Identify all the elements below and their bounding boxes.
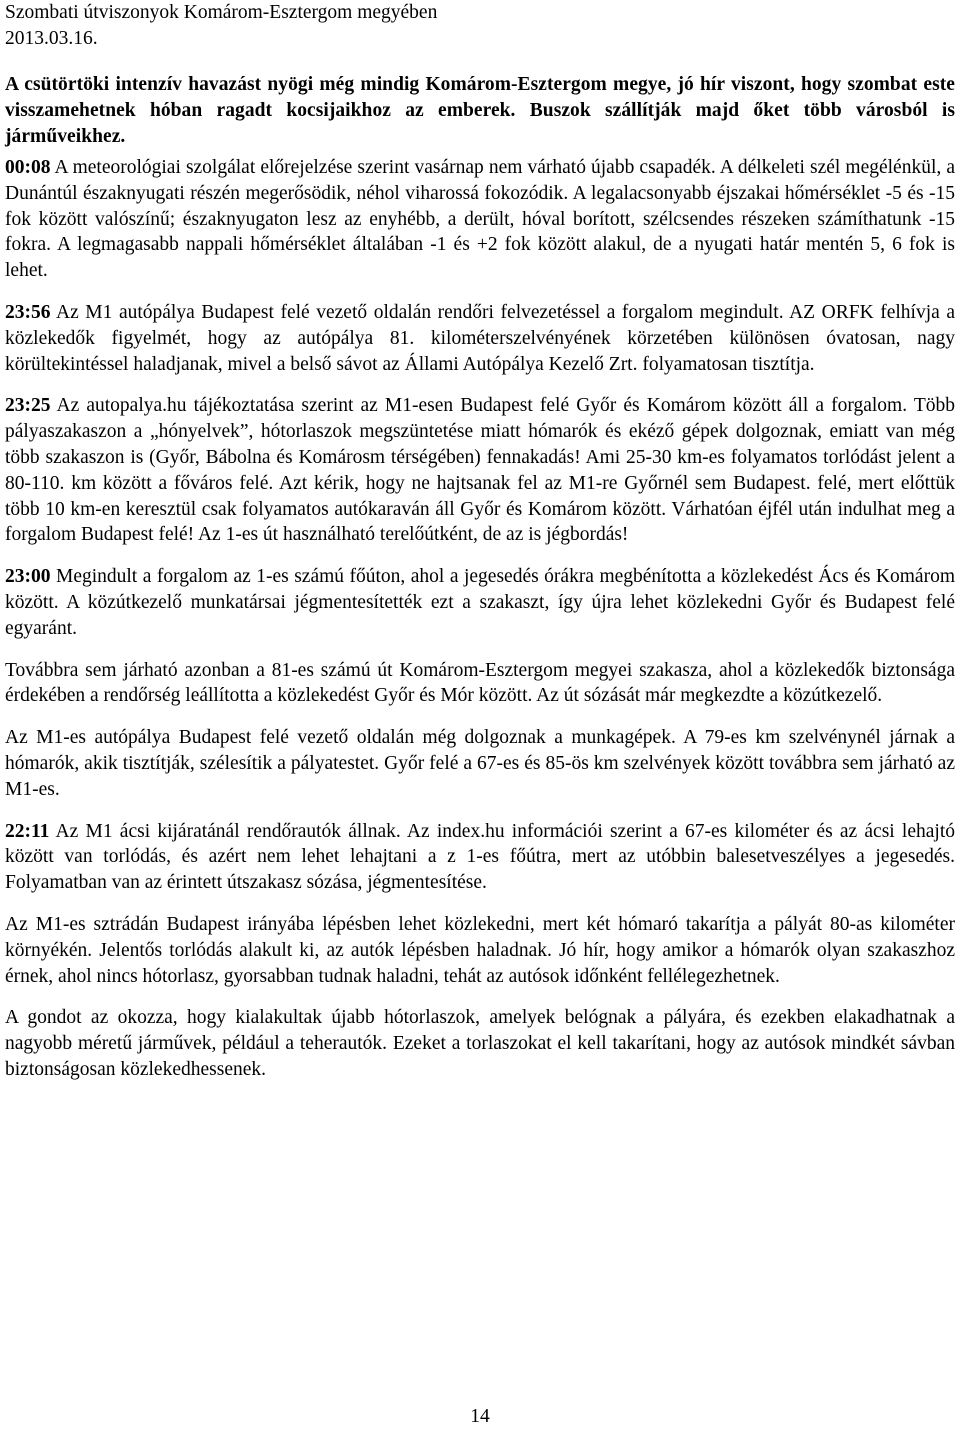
timestamp: 23:25 [5,395,51,417]
paragraph-text: Az M1-es sztrádán Budapest irányába lépésben lehet közlekedni, mert két hómaró takarítja a pályát 80-as kilométer környékén. Jelentős torlódás alakult ki, az autók lépésben haladnak. Jó hír, hogy amikor a hómarók olyan szakaszhoz érnek, ahol nincs hótorlasz, gyorsabban tudnak haladni, tehát az autósok időnként fellélegezhetnek. [5,913,955,987]
paragraph-text: A gondot az okozza, hogy kialakultak újabb hótorlaszok, amelyek belógnak a pályára, és ezekben elakadhatnak a nagyobb méretű járművek, például a teherautók. Ezeket a torlaszokat el kell takarítani, hogy az autósok mindkét sávban biztonságosan közlekedhessenek. [5,1007,955,1080]
timestamp: 22:11 [5,820,50,842]
timestamp: 23:00 [5,566,51,588]
paragraph-text: Továbbra sem járható azonban a 81-es számú út Komárom-Esztergom megyei szakasza, ahol a közlekedők biztonsága érdekében a rendőrség leállította a közlekedést Győr és Mór között. Az út sózását már megkezdte a közútkezelő. [5,659,955,707]
article-date: 2013.03.16. [5,28,98,49]
document-page [5,0,955,1083]
paragraph-text: Az M1-es autópálya Budapest felé vezető oldalán még dolgoznak a munkagépek. A 79-es km szelvénynél járnak a hómarók, akik tisztítják, szélesítik a pályatestet. Győr felé a 67-es és 85-ös km szelvények között továbbra sem járható az M1-es. [5,727,955,800]
paragraph-route-81 [5,658,955,710]
page-number: 14 [470,1406,490,1427]
paragraph-snowdrifts [5,1005,955,1082]
paragraph-text: Az M1 ácsi kijáratánál rendőrautók állnak. Az index.hu információi szerint a 67-es kilométer és az ácsi lehajtó között van torlódás, és azért nem lehet lehajtani a z 1-es főútra, mert az utóbbin balesetveszélyes a jegesedés. Folyamatban van az érintett útszakasz sózása, jégmentesítése. [5,820,955,894]
paragraph-0008 [5,155,955,284]
timestamp: 23:56 [5,301,51,323]
paragraph-text: A meteorológiai szolgálat előrejelzése szerint vasárnap nem várható újabb csapadék. A délkeleti szél megélénkül, a Dunántúl északnyugati részén megerősödik, néhol viharossá fokozódik. A legalacsonyabb éjszakai hőmérséklet -5 és -15 fok között valószínű; északnyugaton lesz az enyhébb, a derült, hóval borított, szélcsendes részeken számíthatunk -15 fokra. A legmagasabb nappali hőmérséklet általában -1 és +2 fok között alakul, de a nyugati határ mentén 5, 6 fok is lehet. [5,157,955,282]
timestamp: 00:08 [5,157,51,178]
paragraph-text: Az M1 autópálya Budapest felé vezető oldalán rendőri felvezetéssel a forgalom megindult. AZ ORFK felhívja a közlekedők figyelmét, hogy az autópálya 81. kilométerszelvényének körzetében különösen óvatosan, nagy körültekintéssel haladjanak, mivel a belső sávot az Állami Autópálya Kezelő Zrt. folyamatosan tisztítja. [5,301,955,375]
paragraph-text: Megindult a forgalom az 1-es számú főúton, ahol a jegesedés órákra megbénította a közlekedést Ács és Komárom között. A közútkezelő munkatársai jégmentesítették ezt a szakaszt, így újra lehet közlekedni Győr és Budapest felé egyaránt. [5,566,955,639]
paragraph-2356 [5,300,955,377]
paragraph-2325 [5,393,955,548]
paragraph-2211 [5,819,955,896]
paragraph-text: Az autopalya.hu tájékoztatása szerint az M1-esen Budapest felé Győr és Komárom között áll a forgalom. Több pályaszakaszon a „hónyelvek”, hótorlaszok megszüntetése miatt hómarók és ekéző gépek dolgoznak, emiatt van még több szakaszon is (Győr, Bábolna és Komárosm térségében) fennakadás! Ami 25-30 km-es folyamatos torlódást jelent a 80-110. km között a főváros felé. Azt kérik, hogy ne hajtsanak fel az M1-re Győrnél sem Budapest. felé, mert előttük több 10 km-en keresztül csak folyamatos autókaraván áll Győr és Komárom között. Várhatóan éjfél után indulhat meg a forgalom Budapest felé! Az 1-es út használható terelőútként, de az is jégbordás! [5,395,955,546]
paragraph-m1-snowplows [5,912,955,989]
article-lead: A csütörtöki intenzív havazást nyögi még mindig Komárom-Esztergom megye, jó hír viszont, hogy szombat este visszamehetnek hóban ragadt kocsijaikhoz az emberek. Buszok szállítják majd őket több városból is járműveikhez. [5,74,955,147]
paragraph-2300 [5,564,955,641]
article-title: Szombati útviszonyok Komárom-Esztergom megyében [5,2,438,23]
paragraph-m1-machines [5,725,955,802]
